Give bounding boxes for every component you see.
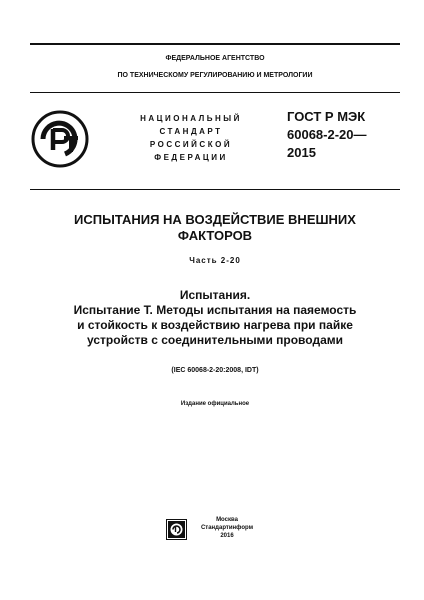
subtitle-line-1: Испытания. xyxy=(179,288,251,302)
subtitle-line-2: Испытание Т. Методы испытания на паяемость xyxy=(73,303,357,317)
publisher-info xyxy=(192,516,262,540)
agency-line-2: ПО ТЕХНИЧЕСКОМУ РЕГУЛИРОВАНИЮ И МЕТРОЛОГИИ xyxy=(117,72,313,79)
document-title xyxy=(30,212,400,244)
title-line-1: ИСПЫТАНИЯ НА ВОЗДЕЙСТВИЕ ВНЕШНИХ xyxy=(74,212,356,227)
rst-emblem-icon xyxy=(31,110,89,168)
national-standard-line-4: ФЕДЕРАЦИИ xyxy=(154,153,228,162)
subtitle-line-3: и стойкость к воздействию нагрева при пайке xyxy=(77,318,353,332)
standartinform-logo-icon xyxy=(166,519,187,540)
iec-reference: (IEC 60068-2-20:2008, IDT) xyxy=(171,367,259,374)
top-rule xyxy=(30,43,400,45)
publisher-name: Стандартинформ xyxy=(200,525,254,531)
header-rule xyxy=(30,92,400,93)
gost-code xyxy=(287,108,387,162)
part-number: Часть 2-20 xyxy=(189,256,241,265)
gost-code-line-3: 2015 xyxy=(287,145,316,160)
national-standard-line-1: НАЦИОНАЛЬНЫЙ xyxy=(140,114,242,123)
section-rule xyxy=(30,189,400,190)
gost-code-line-2: 60068-2-20— xyxy=(287,127,367,142)
edition-label: Издание официальное xyxy=(180,401,250,407)
publisher-city: Москва xyxy=(216,517,238,523)
title-line-2: ФАКТОРОВ xyxy=(177,228,253,243)
agency-line-1: ФЕДЕРАЛЬНОЕ АГЕНТСТВО xyxy=(165,55,265,62)
national-standard-line-2: СТАНДАРТ xyxy=(159,127,223,136)
document-subtitle xyxy=(30,288,400,348)
national-standard-line-3: РОССИЙСКОЙ xyxy=(149,140,233,149)
publisher-year: 2016 xyxy=(220,533,234,539)
gost-code-line-1: ГОСТ Р МЭК xyxy=(287,109,366,124)
subtitle-line-4: устройств с соединительными проводами xyxy=(86,333,343,347)
